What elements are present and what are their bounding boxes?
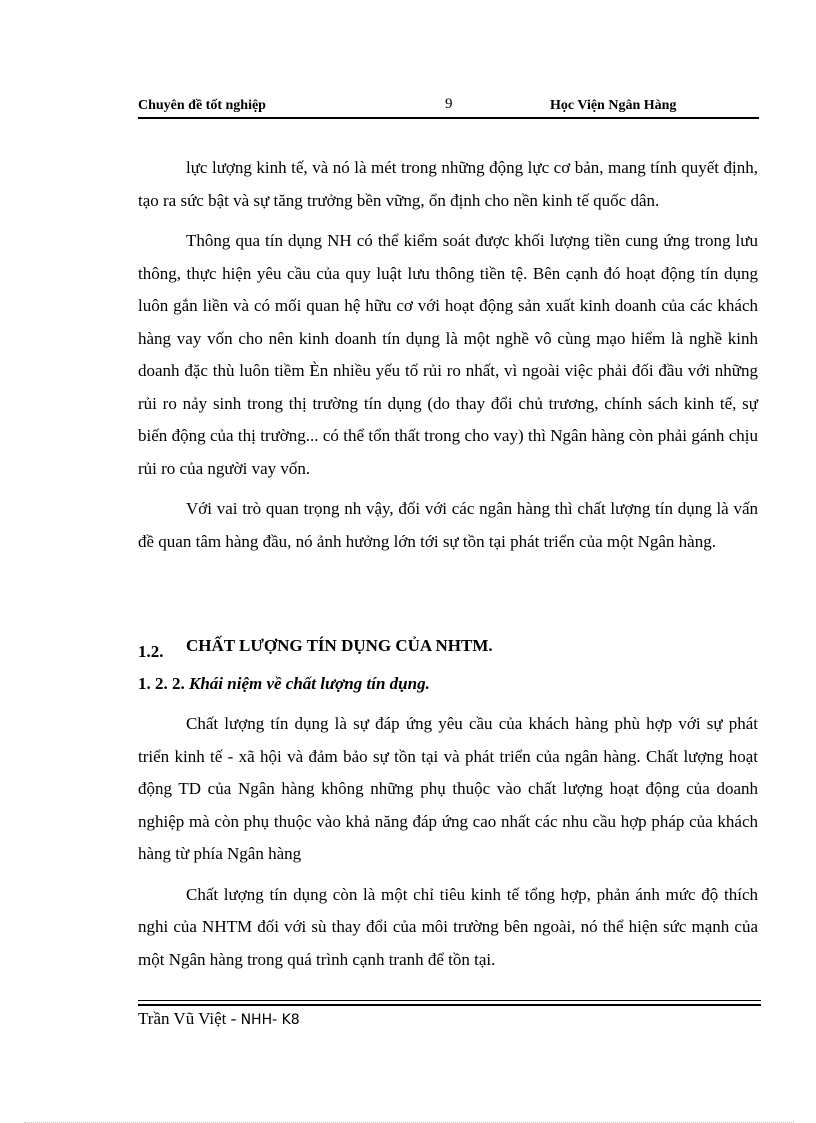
page-number: 9 [445,96,453,112]
header-institution: Học Viện Ngân Hàng [550,98,677,113]
page-header [138,96,759,118]
footer-rule [138,1000,761,1001]
section-title: CHẤT LƯỢNG TÍN DỤNG CỦA NHTM. [186,636,493,655]
header-document-type: Chuyên đề tốt nghiệp [138,98,266,113]
paragraph: lực lượng kinh tế, và nó là mét trong những động lực cơ bản, mang tính quyết định, tạo ra sức bật và sự tăng trưởng bền vững, ổn định cho nền kinh tế quốc dân. [138,158,758,210]
paragraph: Thông qua tín dụng NH có thể kiểm soát được khối lượng tiền cung ứng trong lưu thông, thực hiện yêu cầu của quy luật lưu thông tiền tệ. Bên cạnh đó hoạt động tín dụng luôn gắn liền và có mối quan hệ hữu cơ với hoạt động sản xuất kinh doanh của các khách hàng vay vốn cho nên kinh doanh tín dụng là một nghề vô cùng mạo hiểm là nghề kinh doanh đặc thù luôn tiềm Èn nhiều yếu tố rủi ro nhất, vì ngoài việc phải đối đầu với những rủi ro nảy sinh trong thị trường tín dụng (do thay đổi chủ trương, chính sách kinh tế, sự biến động của thị trường... có thể tổn thất trong cho vay) thì Ngân hàng còn phải gánh chịu rủi ro của người vay vốn. [138,231,758,478]
body-text-top [138,152,758,558]
body-text-bottom [138,708,758,976]
footer-class-code: NHH- K8 [240,1012,300,1028]
footer-author: Trần Vũ Việt - [138,1009,241,1028]
section-heading [138,636,493,661]
section-number: 1.2. [138,642,164,661]
paragraph: Chất lượng tín dụng còn là một chỉ tiêu kinh tế tổng hợp, phản ánh mức độ thích nghi của NHTM đối với sù thay đổi của môi trường bên ngoài, nó thể hiện sức mạnh của một Ngân hàng trong quá trình cạnh tranh để tồn tại. [138,884,758,969]
paragraph: Với vai trò quan trọng nh vậy, đối với các ngân hàng thì chất lượng tín dụng là vấn đề quan tâm hàng đầu, nó ảnh hưởng lớn tới sự tồn tại phát triển của một Ngân hàng. [138,499,758,551]
subsection-number: 1. 2. 2. [138,674,185,693]
subsection-heading [138,674,430,694]
paragraph: Chất lượng tín dụng là sự đáp ứng yêu cầu của khách hàng phù hợp với sự phát triển kinh tế - xã hội và đảm bảo sự tồn tại và phát triển của ngân hàng. Chất lượng hoạt động TD của Ngân hàng không những phụ thuộc vào chất lượng hoạt động của doanh nghiệp mà còn phụ thuộc vào khả năng đáp ứng cao nhất các nhu cầu hợp pháp của khách hàng từ phía Ngân hàng [138,714,758,863]
footer-rule-thick [138,1004,761,1006]
page-footer [138,1009,300,1029]
subsection-title: Khái niệm về chất lượng tín dụng. [189,674,430,693]
header-rule [138,117,759,119]
